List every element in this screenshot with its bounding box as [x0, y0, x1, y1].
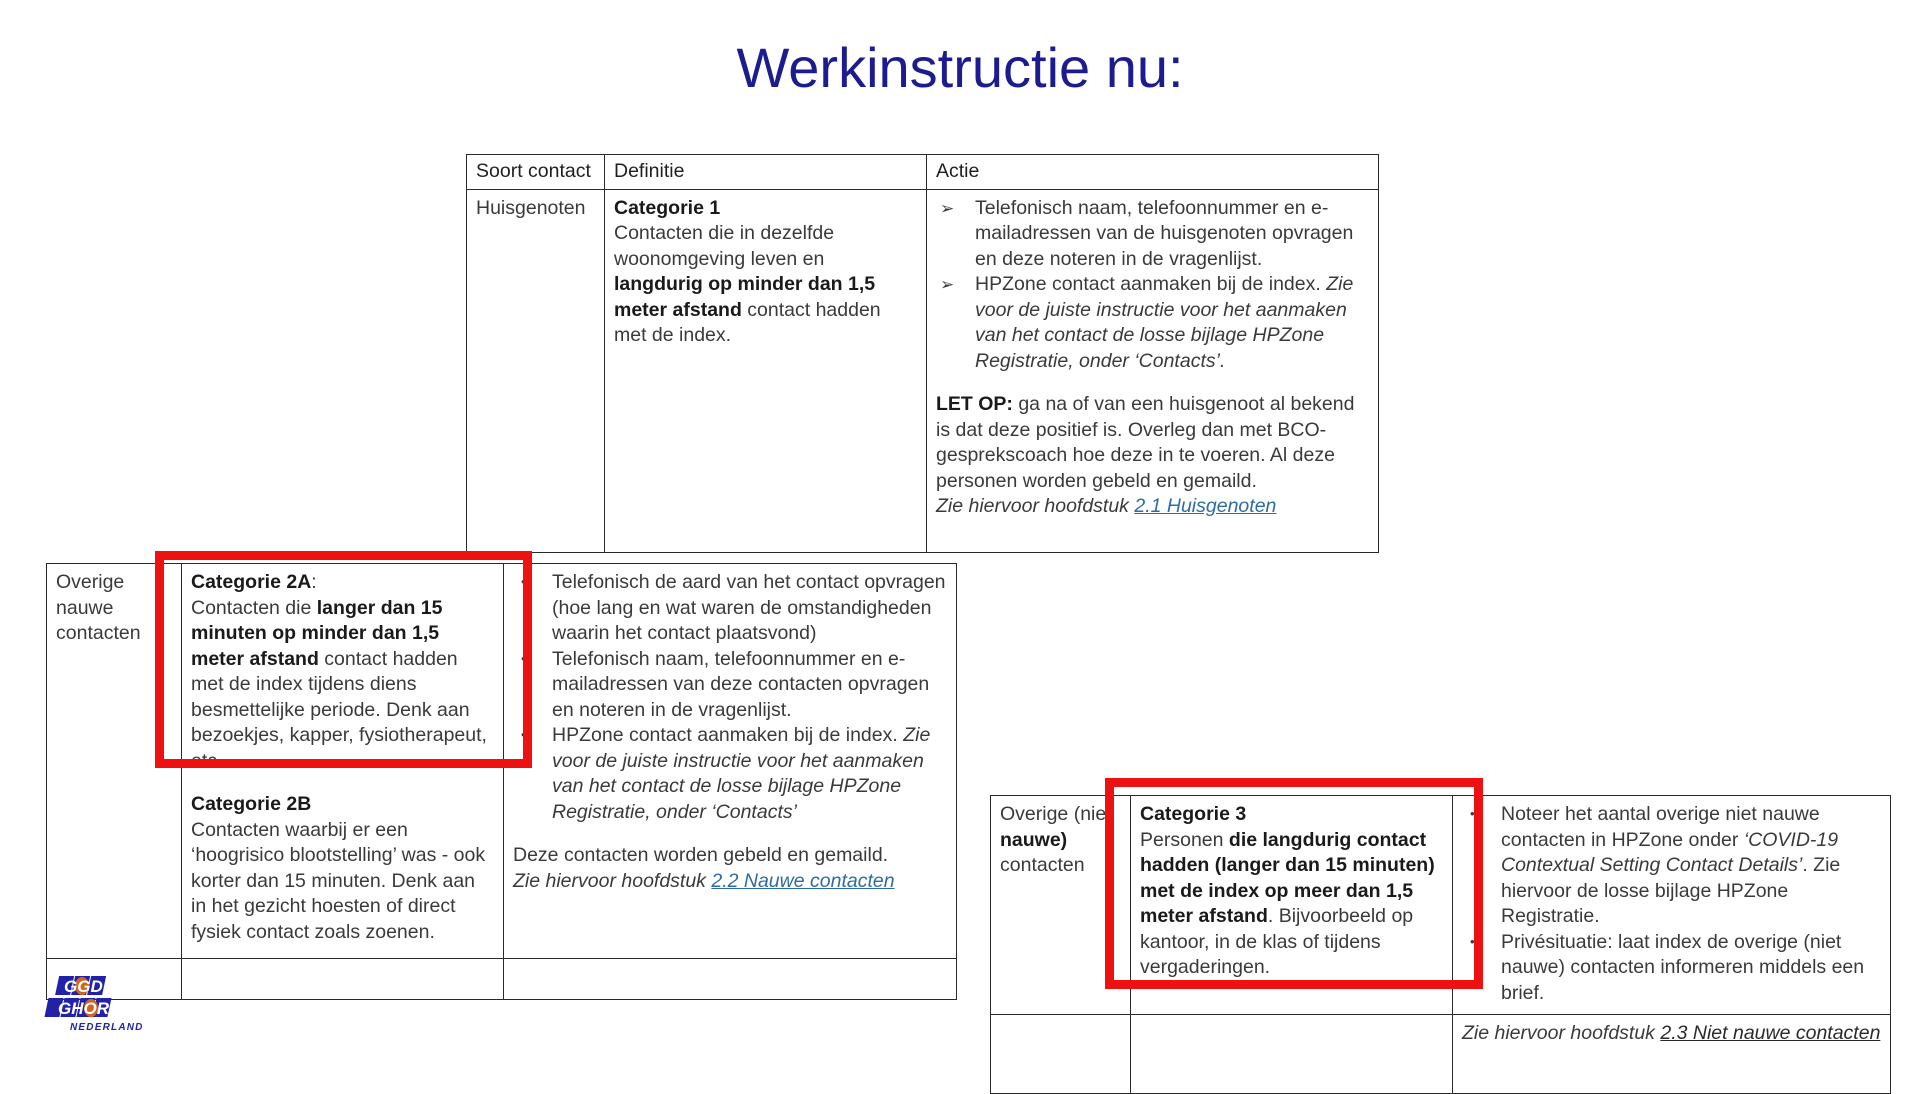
reference-prefix: Zie hiervoor hoofdstuk	[513, 869, 712, 892]
spacer	[513, 825, 947, 843]
table-row	[991, 796, 1891, 1015]
cell-soort-overige-niet-nauwe	[991, 796, 1131, 1015]
actie-bullet-list	[936, 196, 1369, 375]
bullet-text: HPZone contact aanmaken bij de index.	[552, 724, 904, 746]
let-op-text: ga na of van een huisgenoot al bekend is dat deze positief is. Overleg dan met BCO-gesprekscoach hoe deze in te voeren. Al deze personen worden gebeld en gemaild.	[936, 393, 1355, 492]
definitie-text-emphasis: die langdurig contact hadden (langer dan 15 minuten) met de index op meer dan 1,5 meter afstand	[1140, 828, 1435, 927]
cell-definitie-categorie-1	[605, 189, 927, 552]
actie-bullet-list	[1462, 802, 1881, 1006]
bullet-text: Telefonisch naam, telefoonnummer en e-mailadressen van deze contacten opvragen en noteren in de vragenlijst.	[552, 647, 930, 721]
definitie-2a-emphasis: langer dan 15 minuten op minder dan 1,5 meter afstand	[191, 596, 443, 670]
list-item	[513, 647, 947, 724]
bullet-text-italic: ‘COVID-19 Contextual Setting Contact Details’	[1501, 828, 1839, 876]
list-item	[1462, 930, 1881, 1007]
actie-closing-text: Deze contacten worden gebeld en gemaild.	[513, 844, 889, 866]
bullet-text-italic: Zie voor de juiste instructie voor het aanmaken van het contact de losse bijlage HPZone Registratie, onder ‘Contacts’	[552, 724, 931, 823]
spacer	[936, 374, 1369, 392]
definitie-text-part2: . Bijvoorbeeld op kantoor, in de klas of tijdens vergaderingen.	[1140, 905, 1414, 978]
cell-actie-categorie-2	[504, 564, 957, 959]
bullet-text-part1: Noteer het aantal overige niet nauwe contacten in HPZone onder	[1501, 803, 1820, 851]
cell-empty-actie	[504, 959, 957, 1000]
table-row	[47, 564, 957, 959]
cell-soort-huisgenoten: Huisgenoten	[467, 189, 605, 552]
chapter-link-2-2[interactable]: 2.2 Nauwe contacten	[711, 869, 895, 892]
soort-line-1: Overige (nie	[1000, 803, 1107, 825]
logo-text-ggd: GGD	[64, 977, 103, 996]
table-row-reference	[991, 1015, 1891, 1094]
reference-prefix: Zie hiervoor hoofdstuk	[936, 495, 1135, 517]
cell-empty-soort	[991, 1015, 1131, 1094]
list-item	[513, 723, 947, 825]
soort-line-3: contacten	[1000, 854, 1085, 876]
cell-actie-categorie-1	[927, 189, 1379, 552]
spacer	[191, 774, 494, 792]
definitie-2b-body: Contacten waarbij er een ‘hoogrisico blootstelling’ was - ook korter dan 15 minuten. Denk aan in het gezicht hoesten of direct fysiek contact zoals zoenen.	[191, 818, 486, 943]
definitie-2a-heading	[191, 570, 494, 596]
definitie-2a-body	[191, 596, 494, 775]
chapter-reference	[1462, 1021, 1881, 1047]
column-header-actie: Actie	[927, 155, 1379, 190]
definitie-2a-part2: contact hadden met de index tijdens diens besmettelijke periode. Denk aan bezoekjes, kapper, fysiotherapeut, etc.	[191, 647, 487, 772]
definitie-text-part1: Personen	[1140, 828, 1229, 851]
cell-definitie-categorie-2	[182, 564, 504, 959]
definitie-text-part1: Contacten die in dezelfde woonomgeving leven en	[614, 222, 835, 270]
column-header-definitie: Definitie	[605, 155, 927, 190]
list-item	[936, 272, 1369, 374]
let-op-label: LET OP:	[936, 393, 1013, 415]
definitie-body	[614, 221, 917, 349]
list-item	[513, 570, 947, 647]
table-row-empty	[47, 959, 957, 1000]
definitie-2a-part1: Contacten die	[191, 596, 317, 619]
bullet-text: Telefonisch naam, telefoonnummer en e-mailadressen van de huisgenoten opvragen en deze noteren in de vragenlijst.	[975, 196, 1354, 270]
column-header-soort-contact: Soort contact	[467, 155, 605, 190]
list-item	[1462, 802, 1881, 930]
bullet-text-part2: . Zie hiervoor de losse bijlage HPZone Registratie.	[1501, 854, 1841, 927]
chapter-link-2-1[interactable]: 2.1 Huisgenoten	[1134, 495, 1277, 517]
chapter-reference	[513, 869, 947, 895]
contact-table-categorie-1	[466, 154, 1379, 553]
table-row	[467, 189, 1379, 552]
chapter-reference	[936, 494, 1369, 520]
let-op-note	[936, 392, 1369, 494]
logo-text-nederland: NEDERLAND	[70, 1022, 144, 1033]
table-header-row	[467, 155, 1379, 190]
definitie-text-part2: contact hadden met de index.	[614, 298, 881, 346]
reference-prefix: Zie hiervoor hoofdstuk	[1462, 1022, 1661, 1044]
logo-text-ghor: GHOR	[58, 999, 109, 1018]
list-item	[936, 196, 1369, 273]
bullet-text: Telefonisch de aard van het contact opvragen (hoe lang en wat waren de omstandigheden waarin het contact plaatsvond)	[552, 571, 946, 644]
definitie-body	[1140, 828, 1443, 981]
bullet-text-italic: Zie voor de juiste instructie voor het aanmaken van het contact de losse bijlage HPZone Registratie, onder ‘Contacts’.	[975, 273, 1354, 372]
chapter-link-2-3[interactable]: 2.3 Niet nauwe contacten	[1660, 1022, 1881, 1044]
definitie-heading: Categorie 3	[1140, 803, 1247, 825]
bullet-text-part1: Privésituatie: laat index de overige (niet nauwe) contacten informeren middels een brief.	[1501, 930, 1865, 1004]
page-title: Werkinstructie nu:	[736, 36, 1184, 99]
cell-actie-categorie-3	[1453, 796, 1891, 1015]
categorie-2b-label: Categorie 2B	[191, 793, 312, 815]
cell-actie-reference	[1453, 1015, 1891, 1094]
ggd-ghor-nederland-logo	[38, 972, 166, 1044]
soort-line-2: nauwe)	[1000, 828, 1068, 851]
cell-definitie-categorie-3	[1131, 796, 1453, 1015]
contact-table-categorie-2	[46, 563, 957, 1000]
cell-empty-definitie	[182, 959, 504, 1000]
categorie-2a-label: Categorie 2A	[191, 571, 312, 593]
definitie-text-emphasis: langdurig op minder dan 1,5 meter afstand	[614, 273, 876, 321]
cell-soort-overige-nauwe: Overige nauwe contacten	[47, 564, 182, 959]
definitie-heading: Categorie 1	[614, 196, 721, 219]
categorie-2a-colon: :	[311, 571, 317, 593]
cell-empty-definitie	[1131, 1015, 1453, 1094]
bullet-text: HPZone contact aanmaken bij de index.	[975, 273, 1327, 295]
actie-bullet-list	[513, 570, 947, 825]
contact-table-categorie-3	[990, 795, 1891, 1094]
